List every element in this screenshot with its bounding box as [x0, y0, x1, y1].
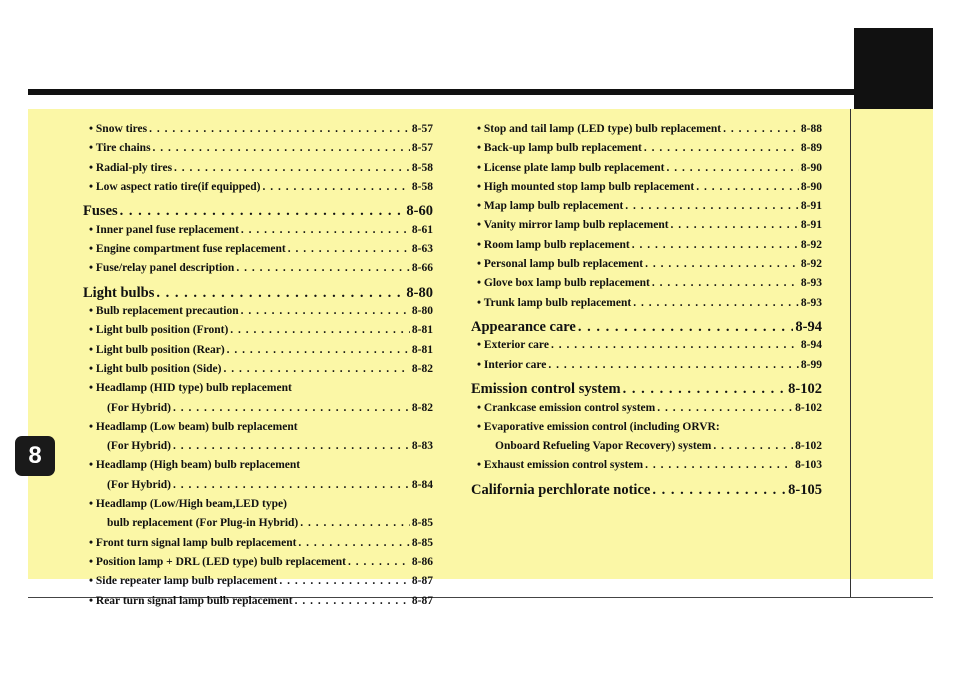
- toc-entry-title: • Stop and tail lamp (LED type) bulb replacement: [477, 123, 722, 135]
- toc-page-number: 8-92: [800, 258, 822, 271]
- dot-leader: [625, 200, 799, 212]
- toc-page-number: 8-90: [800, 161, 822, 174]
- toc-page-number: 8-89: [800, 142, 822, 155]
- toc-page-number: 8-93: [800, 277, 822, 290]
- toc-entry-title: • Room lamp bulb replacement: [477, 238, 630, 251]
- toc-entry[interactable]: [83, 556, 433, 575]
- toc-entry[interactable]: [83, 142, 433, 161]
- toc-page-number: 8-60: [406, 203, 433, 220]
- toc-entry-title: • Front turn signal lamp bulb replacement: [89, 536, 297, 549]
- toc-entry[interactable]: [471, 339, 822, 358]
- toc-entry-title: • Inner panel fuse replacement: [89, 223, 239, 236]
- dot-leader: [723, 123, 799, 135]
- toc-entry-title: • Low aspect ratio tire(if equipped): [89, 180, 261, 193]
- toc-entry-title: • Exterior care: [477, 339, 549, 352]
- dot-leader: [236, 262, 410, 274]
- toc-entry-title: • Exhaust emission control system: [477, 459, 644, 472]
- toc-entry-title: (For Hybrid): [107, 401, 171, 414]
- toc-entry-title: • High mounted stop lamp bulb replacement: [477, 180, 695, 193]
- dot-leader: [645, 459, 793, 471]
- toc-entry-title: (For Hybrid): [107, 478, 171, 491]
- toc-entry-title: Emission control system: [471, 381, 621, 398]
- toc-entry[interactable]: [471, 142, 822, 161]
- toc-entry-title: Onboard Refueling Vapor Recovery) system: [495, 440, 712, 453]
- toc-page-number: 8-92: [800, 238, 822, 251]
- toc-page-number: 8-102: [795, 440, 822, 453]
- toc-entry[interactable]: [83, 363, 433, 382]
- dot-leader: [279, 575, 410, 587]
- dot-leader: [578, 316, 794, 340]
- dot-leader: [644, 142, 799, 154]
- toc-entry[interactable]: [471, 402, 822, 421]
- toc-entry-title: Fuses: [83, 203, 118, 220]
- toc-entry-title: bulb replacement (For Plug-in Hybrid): [107, 517, 299, 530]
- toc-entry[interactable]: [83, 575, 433, 594]
- toc-page-number: 8-58: [411, 161, 433, 174]
- toc-entry[interactable]: [83, 262, 433, 281]
- toc-entry[interactable]: [83, 517, 433, 536]
- toc-entry[interactable]: [471, 440, 822, 459]
- toc-page-number: 8-91: [800, 219, 822, 232]
- toc-entry-title: California perchlorate notice: [471, 481, 651, 498]
- toc-entry-title: Light bulbs: [83, 284, 155, 301]
- dot-leader: [667, 162, 799, 174]
- dot-leader: [173, 479, 410, 491]
- dot-leader: [173, 440, 410, 452]
- toc-entry-title: • Position lamp + DRL (LED type) bulb replacement: [89, 555, 346, 568]
- toc-page-number: 8-86: [411, 555, 433, 568]
- toc-section-heading[interactable]: [83, 282, 433, 306]
- toc-entry-label[interactable]: • Headlamp (HID type) bulb replacement: [89, 382, 292, 395]
- toc-entry[interactable]: [471, 459, 822, 478]
- toc-page-number: 8-94: [795, 318, 822, 335]
- toc-page-number: 8-58: [411, 180, 433, 193]
- dot-leader: [713, 440, 793, 452]
- toc-entry-title: • Side repeater lamp bulb replacement: [89, 575, 278, 588]
- toc-entry[interactable]: [471, 123, 822, 142]
- toc-entry[interactable]: [83, 324, 433, 343]
- dot-leader: [241, 305, 410, 317]
- toc-entry-title: • Fuse/relay panel description: [89, 262, 235, 275]
- dot-leader: [671, 219, 799, 231]
- toc-page-number: 8-83: [411, 440, 433, 453]
- toc-page-number: 8-91: [800, 200, 822, 213]
- toc-entry-title: • Light bulb position (Rear): [89, 343, 225, 356]
- dot-leader: [120, 200, 405, 224]
- dot-leader: [652, 479, 786, 503]
- dot-leader: [153, 142, 410, 154]
- toc-entry[interactable]: [83, 479, 433, 498]
- dot-leader: [295, 595, 410, 607]
- toc-entry[interactable]: [471, 258, 822, 277]
- dot-leader: [551, 339, 799, 351]
- dot-leader: [548, 359, 799, 371]
- toc-entry-title: • Radial-ply tires: [89, 161, 173, 174]
- toc-entry[interactable]: [471, 297, 822, 316]
- toc-page-number: 8-93: [800, 296, 822, 309]
- dot-leader: [657, 402, 793, 414]
- toc-page-number: 8-66: [411, 262, 433, 275]
- toc-page-number: 8-81: [411, 324, 433, 337]
- dot-leader: [633, 297, 799, 309]
- toc-entry[interactable]: [83, 305, 433, 324]
- toc-entry-title: • Bulb replacement precaution: [89, 305, 239, 318]
- toc-entry[interactable]: [471, 181, 822, 200]
- toc-entry[interactable]: [83, 224, 433, 243]
- dot-leader: [696, 181, 799, 193]
- toc-page-number: 8-57: [411, 123, 433, 135]
- toc-entry[interactable]: [83, 181, 433, 200]
- toc-page-number: 8-99: [800, 358, 822, 371]
- toc-entry-label[interactable]: • Headlamp (Low beam) bulb replacement: [89, 420, 298, 433]
- dot-leader: [263, 181, 410, 193]
- toc-page-number: 8-103: [795, 459, 822, 472]
- toc-entry[interactable]: [471, 219, 822, 238]
- toc-entry-title: • Light bulb position (Front): [89, 324, 229, 337]
- toc-entry[interactable]: [83, 595, 433, 614]
- toc-page-number: 8-90: [800, 180, 822, 193]
- dot-leader: [224, 363, 410, 375]
- dot-leader: [645, 258, 799, 270]
- dot-leader: [632, 239, 799, 251]
- dot-leader: [288, 243, 410, 255]
- toc-page-number: 8-80: [406, 284, 433, 301]
- toc-page-number: 8-81: [411, 343, 433, 356]
- toc-right-column: [471, 123, 822, 502]
- toc-entry-label[interactable]: • Headlamp (High beam) bulb replacement: [89, 459, 301, 472]
- toc-entry-title: • Interior care: [477, 358, 547, 371]
- toc-entry[interactable]: [83, 440, 433, 459]
- toc-entry-title: • License plate lamp bulb replacement: [477, 161, 665, 174]
- toc-page-number: 8-87: [411, 575, 433, 588]
- toc-entry[interactable]: [83, 344, 433, 363]
- toc-page-number: 8-85: [411, 536, 433, 549]
- toc-page-number: 8-102: [795, 401, 822, 414]
- toc-page-number: 8-82: [411, 362, 433, 375]
- toc-page-number: 8-80: [411, 305, 433, 318]
- toc-page-number: 8-105: [788, 481, 822, 498]
- toc-entry-title: • Personal lamp bulb replacement: [477, 258, 644, 271]
- toc-entry-title: (For Hybrid): [107, 440, 171, 453]
- toc-entry[interactable]: [83, 537, 433, 556]
- toc-page-number: 8-63: [411, 242, 433, 255]
- dot-leader: [241, 224, 410, 236]
- toc-page-number: 8-85: [411, 517, 433, 530]
- toc-page-number: 8-82: [411, 401, 433, 414]
- toc-page-number: 8-87: [411, 594, 433, 607]
- toc-entry-title: Appearance care: [471, 318, 576, 335]
- toc-entry[interactable]: [471, 162, 822, 181]
- toc-entry[interactable]: [471, 359, 822, 378]
- toc-entry-title: • Rear turn signal lamp bulb replacement: [89, 594, 293, 607]
- toc-entry-label[interactable]: • Evaporative emission control (including ORVR:: [477, 420, 720, 433]
- chapter-tab: [854, 28, 933, 109]
- toc-section-heading[interactable]: [471, 479, 822, 503]
- dot-leader: [173, 402, 410, 414]
- toc-entry-title: • Trunk lamp bulb replacement: [477, 296, 632, 309]
- toc-page-number: 8-102: [788, 381, 822, 398]
- dot-leader: [156, 282, 404, 306]
- toc-entry-title: • Back-up lamp bulb replacement: [477, 142, 642, 155]
- dot-leader: [298, 537, 409, 549]
- toc-entry[interactable]: [83, 123, 433, 142]
- toc-entry-label[interactable]: • Headlamp (Low/High beam,LED type): [89, 498, 287, 511]
- dot-leader: [348, 556, 410, 568]
- toc-entry-title: • Engine compartment fuse replacement: [89, 242, 286, 255]
- toc-entry[interactable]: [471, 277, 822, 296]
- toc-page-number: 8-57: [411, 142, 433, 155]
- toc-section-heading[interactable]: [471, 316, 822, 340]
- toc-entry-title: • Map lamp bulb replacement: [477, 200, 624, 213]
- dot-leader: [652, 277, 799, 289]
- dot-leader: [300, 517, 410, 529]
- chapter-badge: 8: [15, 436, 55, 476]
- dot-leader: [623, 378, 787, 402]
- toc-entry[interactable]: [471, 239, 822, 258]
- toc-entry-title: • Tire chains: [89, 142, 151, 155]
- dot-leader: [174, 162, 410, 174]
- dot-leader: [230, 324, 410, 336]
- toc-entry-title: • Glove box lamp bulb replacement: [477, 277, 650, 290]
- toc-entry[interactable]: [83, 162, 433, 181]
- toc-page-number: 8-61: [411, 223, 433, 236]
- toc-entry-title: • Light bulb position (Side): [89, 362, 222, 375]
- toc-entry-title: • Vanity mirror lamp bulb replacement: [477, 219, 669, 232]
- dot-leader: [227, 344, 410, 356]
- margin-divider: [850, 109, 851, 597]
- toc-left-column: [83, 123, 433, 614]
- toc-entry-title: • Crankcase emission control system: [477, 401, 656, 414]
- header-rule: [28, 89, 854, 95]
- toc-page-number: 8-94: [800, 339, 822, 352]
- toc-entry[interactable]: [83, 243, 433, 262]
- toc-entry-title: • Snow tires: [89, 123, 148, 135]
- toc-section-heading[interactable]: [471, 378, 822, 402]
- toc-section-heading[interactable]: [83, 200, 433, 224]
- toc-page-number: 8-88: [800, 123, 822, 135]
- dot-leader: [149, 123, 410, 135]
- toc-entry[interactable]: [83, 402, 433, 421]
- toc-page-number: 8-84: [411, 478, 433, 491]
- toc-entry[interactable]: [471, 200, 822, 219]
